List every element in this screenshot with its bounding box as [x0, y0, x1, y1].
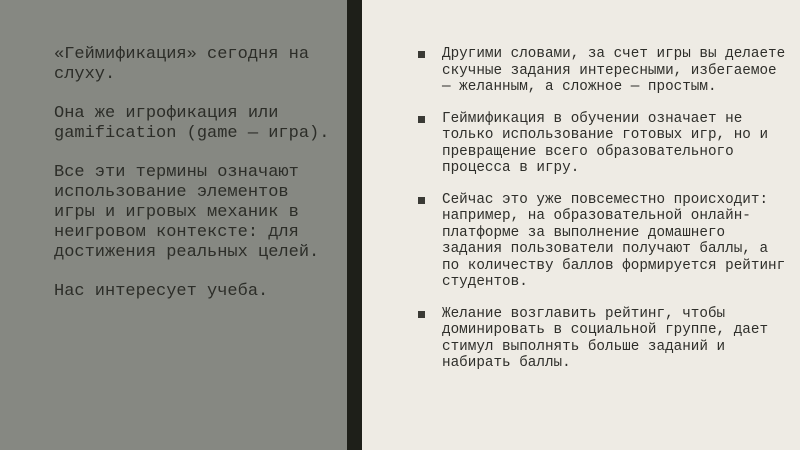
bullet-text: Другими словами, за счет игры вы делаете скучные задания интересными, избегаемое — желанным, а сложное — простым. — [442, 46, 786, 95]
left-text-block — [54, 45, 339, 321]
left-paragraph-4: Нас интересует учеба. — [54, 282, 269, 301]
square-bullet-icon — [418, 51, 425, 58]
bullet-item — [418, 192, 788, 291]
square-bullet-icon — [418, 197, 425, 204]
bullet-item — [418, 46, 788, 96]
bullet-list — [418, 46, 788, 387]
divider-bar — [347, 0, 362, 450]
bullet-text: Геймификация в обучении означает не только использование готовых игр, но и превращение всего образовательного процесса в игру. — [442, 110, 769, 176]
left-paragraph-3: Все эти термины означают использование элементов игры и игровых механик в неигровом контексте: для достижения реальных целей. — [54, 163, 320, 262]
bullet-text: Сейчас это уже повсеместно происходит: например, на образовательной онлайн-платформе за выполнение домашнего задания пользователи получают баллы, а по количеству баллов формируется рейтинг студентов. — [442, 191, 786, 290]
square-bullet-icon — [418, 311, 425, 318]
left-paragraph-1: «Геймификация» сегодня на слуху. — [54, 45, 310, 84]
left-paragraph-2: Она же игрофикация или gamification (game — игра). — [54, 104, 330, 143]
square-bullet-icon — [418, 116, 425, 123]
bullet-item — [418, 111, 788, 177]
bullet-text: Желание возглавить рейтинг, чтобы доминировать в социальной группе, дает стимул выполнять больше заданий и набирать баллы. — [442, 305, 769, 371]
bullet-item — [418, 306, 788, 372]
